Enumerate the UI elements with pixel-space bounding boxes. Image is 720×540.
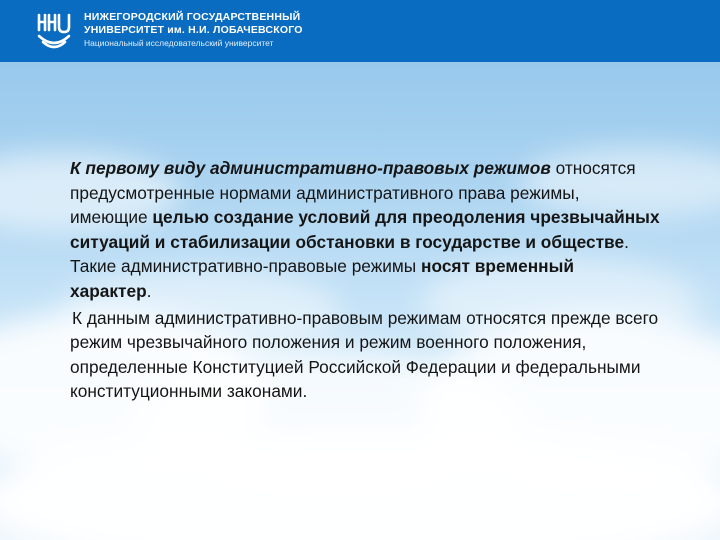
logo-subtitle: Национальный исследовательский университет [84,38,274,48]
slide-text [70,156,660,404]
paragraph-1-text-1: относятся предусмотренные нормами административного права режимы, имеющие [70,158,636,228]
university-logo-text [84,11,303,49]
header-bar [0,0,720,62]
paragraph-2-text: К данным административно-правовым режимам относятся прежде всего режим чрезвычайного положения и режим военного положения, определенные Конституцией Российской Федерации и федеральными конституционными законами. [70,307,659,402]
paragraph-1-bold-2: носят временный характер [70,256,574,301]
paragraph-1-text-2: . Такие административно-правовые режимы [70,231,629,277]
logo-title-line2: УНИВЕРСИТЕТ им. Н.И. ЛОБАЧЕВСКОГО [84,24,303,36]
university-logo-icon [33,10,75,52]
paragraph-1-text-3: . [146,280,152,301]
paragraph-1 [70,156,660,304]
paragraph-1-bold-1: целью создание условий для преодоления чрезвычайных ситуаций и стабилизации обстановки в государстве и обществе [70,207,660,252]
logo-title-line1: НИЖЕГОРОДСКИЙ ГОСУДАРСТВЕННЫЙ [84,11,301,23]
paragraph-1-lead: К первому виду административно-правовых режимов [70,158,551,178]
paragraph-2 [70,306,660,404]
